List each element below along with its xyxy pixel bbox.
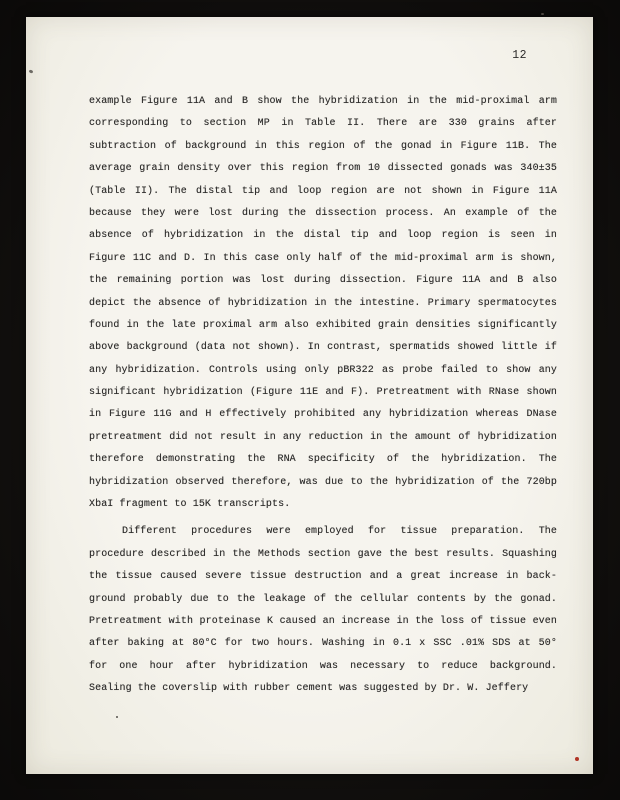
text-line: Different procedures were employed for tissue preparation. The	[122, 526, 557, 538]
text-line: found in the late proximal arm also exhibited grain densities significantly	[89, 319, 557, 331]
text-line: for one hour after hybridization was necessary to reduce background.	[89, 660, 557, 672]
text-line: Figure 11C and D. In this case only half of the mid-proximal arm is shown,	[89, 252, 557, 264]
text-line: any hybridization. Controls using only pBR322 as probe failed to show any	[89, 364, 557, 376]
paragraph	[89, 521, 557, 700]
text-line: subtraction of background in this region of the gonad in Figure 11B. The	[89, 140, 557, 152]
text-line: example Figure 11A and B show the hybridization in the mid-proximal arm	[89, 96, 557, 107]
text-line: Pretreatment with proteinase K caused an increase in the loss of tissue even	[89, 615, 557, 627]
scan-speck	[541, 13, 544, 15]
text-line: above background (data not shown). In contrast, spermatids showed little if	[89, 342, 557, 354]
text-line: absence of hybridization in the distal tip and loop region is seen in	[89, 230, 557, 242]
text-line: because they were lost during the dissection process. An example of the	[89, 207, 557, 219]
document-page	[26, 17, 593, 774]
scan-speck	[116, 716, 118, 718]
text-line: Sealing the coverslip with rubber cement was suggested by Dr. W. Jeffery	[89, 683, 529, 695]
text-line: the remaining portion was lost during dissection. Figure 11A and B also	[89, 275, 557, 287]
text-line: after baking at 80°C for two hours. Washing in 0.1 x SSC .01% SDS at 50°	[89, 638, 557, 650]
paragraph	[89, 91, 557, 516]
text-line: in Figure 11G and H effectively prohibited any hybridization whereas DNase	[89, 409, 557, 421]
text-line: significant hybridization (Figure 11E and F). Pretreatment with RNase shown	[89, 387, 557, 399]
text-line: XbaI fragment to 15K transcripts.	[89, 499, 291, 511]
text-line: the tissue caused severe tissue destruction and a great increase in back-	[89, 571, 557, 583]
text-line: therefore demonstrating the RNA specificity of the hybridization. The	[89, 454, 557, 466]
text-line: hybridization observed therefore, was due to the hybridization of the 720bp	[89, 476, 557, 488]
text-line: ground probably due to the leakage of the cellular contents by the gonad.	[89, 593, 557, 605]
text-line: corresponding to section MP in Table II. There are 330 grains after	[89, 118, 557, 130]
text-line: average grain density over this region from 10 dissected gonads was 340±35	[89, 163, 557, 175]
text-line: (Table II). The distal tip and loop region are not shown in Figure 11A	[89, 185, 557, 197]
body-text	[89, 91, 557, 701]
text-line: pretreatment did not result in any reduction in the amount of hybridization	[89, 431, 557, 443]
scan-speck-red	[575, 757, 579, 761]
text-line: depict the absence of hybridization in the intestine. Primary spermatocytes	[89, 297, 557, 309]
text-line: procedure described in the Methods section gave the best results. Squashing	[89, 548, 557, 560]
page-number: 12	[512, 49, 527, 62]
